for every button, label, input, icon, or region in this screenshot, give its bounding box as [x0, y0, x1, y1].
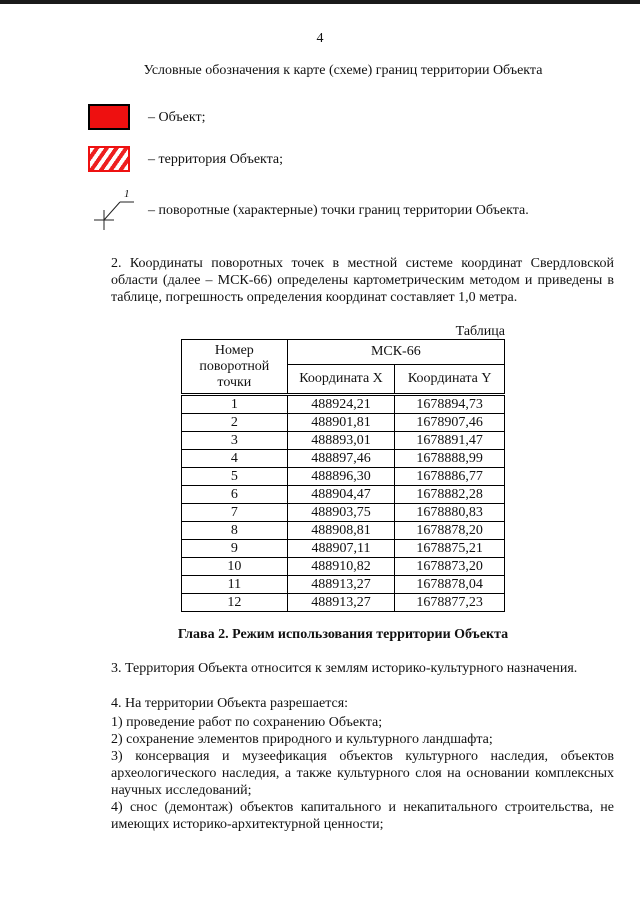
red-filled-rectangle-icon — [88, 104, 130, 130]
coord-x-cell: 488903,75 — [287, 504, 395, 522]
coord-y-cell: 1678894,73 — [395, 395, 505, 414]
table-row — [182, 414, 505, 432]
point-number-cell: 10 — [182, 558, 288, 576]
col-x-header: Координата X — [287, 365, 395, 395]
point-number-cell: 5 — [182, 468, 288, 486]
point-number-cell: 4 — [182, 450, 288, 468]
coord-y-cell: 1678886,77 — [395, 468, 505, 486]
coord-x-cell: 488910,82 — [287, 558, 395, 576]
coord-x-cell: 488897,46 — [287, 450, 395, 468]
table-row — [182, 432, 505, 450]
point-number-cell: 8 — [182, 522, 288, 540]
legend-label: – Объект; — [148, 110, 206, 125]
paragraph-2 — [75, 255, 614, 306]
table-label: Таблица — [455, 324, 505, 339]
coord-x-cell: 488907,11 — [287, 540, 395, 558]
table-row — [182, 450, 505, 468]
red-hatched-rectangle-icon — [88, 146, 130, 172]
chapter-title: Глава 2. Режим использования территории Объекта — [177, 627, 509, 642]
coord-x-cell: 488924,21 — [287, 395, 395, 414]
coord-x-cell: 488913,27 — [287, 576, 395, 594]
coord-y-cell: 1678907,46 — [395, 414, 505, 432]
table-row — [182, 576, 505, 594]
coord-y-cell: 1678878,20 — [395, 522, 505, 540]
coord-y-cell: 1678877,23 — [395, 594, 505, 612]
coord-y-cell: 1678878,04 — [395, 576, 505, 594]
list-item: 3) консервация и музеефикация объектов культурного наследия, объектов археологического наследия, а также культурного слоя на основании комплексных научных исследований; — [111, 749, 614, 798]
coord-x-cell: 488904,47 — [287, 486, 395, 504]
legend-label: – территория Объекта; — [148, 152, 284, 167]
point-number-cell: 6 — [182, 486, 288, 504]
coord-x-cell: 488913,27 — [287, 594, 395, 612]
marker-number: 1 — [124, 188, 130, 200]
col-group-header: МСК-66 — [287, 340, 504, 365]
coordinates-table — [181, 339, 505, 612]
list-item: 2) сохранение элементов природного и культурного ландшафта; — [111, 732, 493, 747]
turning-point-marker-icon — [88, 186, 138, 232]
point-number-cell: 1 — [182, 395, 288, 414]
table-row — [182, 504, 505, 522]
paragraph-2-text: 2. Координаты поворотных точек в местной системе координат Свердловской области (далее – МСК-66) определены картометрическим методом и приведены в таблице, погрешность определения координат составляет 1,0 метра. — [111, 256, 614, 305]
coord-y-cell: 1678880,83 — [395, 504, 505, 522]
point-number-cell: 7 — [182, 504, 288, 522]
table-row — [182, 395, 505, 414]
table-row — [182, 540, 505, 558]
page-number: 4 — [316, 31, 324, 46]
paragraph-3-text: 3. Территория Объекта относится к землям историко-культурного назначения. — [111, 661, 578, 676]
legend-label: – поворотные (характерные) точки границ территории Объекта. — [148, 203, 529, 218]
legend-title: Условные обозначения к карте (схеме) границ территории Объекта — [143, 63, 543, 78]
permitted-list — [75, 714, 614, 833]
coord-y-cell: 1678875,21 — [395, 540, 505, 558]
point-number-cell: 11 — [182, 576, 288, 594]
point-number-cell: 2 — [182, 414, 288, 432]
table-row — [182, 486, 505, 504]
col-point-number-header: Номер поворотной точки — [182, 340, 288, 395]
paragraph-4-text: 4. На территории Объекта разрешается: — [111, 696, 349, 711]
coord-y-cell: 1678888,99 — [395, 450, 505, 468]
coord-y-cell: 1678873,20 — [395, 558, 505, 576]
col-y-header: Координата Y — [395, 365, 505, 395]
table-row — [182, 522, 505, 540]
point-number-cell: 12 — [182, 594, 288, 612]
point-number-cell: 9 — [182, 540, 288, 558]
list-item: 4) снос (демонтаж) объектов капитального и некапитального строительства, не имеющих историко-архитектурной ценности; — [111, 800, 614, 832]
coord-x-cell: 488901,81 — [287, 414, 395, 432]
paragraph-3 — [75, 660, 614, 677]
table-row — [182, 558, 505, 576]
coord-x-cell: 488893,01 — [287, 432, 395, 450]
scan-top-edge — [0, 0, 640, 4]
paragraph-4 — [75, 695, 614, 712]
coord-y-cell: 1678882,28 — [395, 486, 505, 504]
table-row — [182, 594, 505, 612]
list-item: 1) проведение работ по сохранению Объекта; — [111, 715, 383, 730]
coord-x-cell: 488908,81 — [287, 522, 395, 540]
point-number-cell: 3 — [182, 432, 288, 450]
coord-y-cell: 1678891,47 — [395, 432, 505, 450]
coord-x-cell: 488896,30 — [287, 468, 395, 486]
table-row — [182, 468, 505, 486]
